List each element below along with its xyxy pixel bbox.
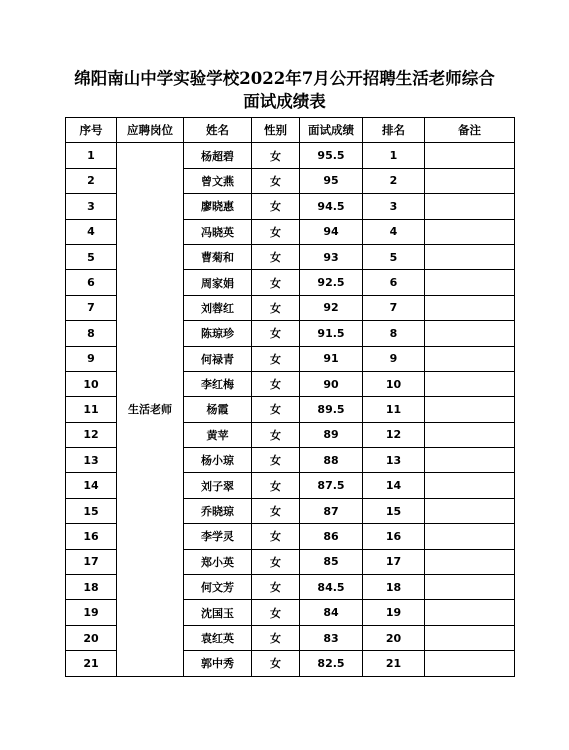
cell-remarks — [425, 346, 515, 371]
cell-rank: 16 — [363, 524, 425, 549]
cell-remarks — [425, 549, 515, 574]
cell-seq: 18 — [66, 575, 117, 600]
cell-gender: 女 — [252, 549, 300, 574]
cell-rank: 3 — [363, 194, 425, 219]
document-title-line2: 面试成绩表 — [243, 92, 326, 111]
cell-name: 曾文燕 — [184, 168, 252, 193]
cell-remarks — [425, 600, 515, 625]
cell-name: 曹菊和 — [184, 244, 252, 269]
cell-score: 87.5 — [300, 473, 363, 498]
cell-gender: 女 — [252, 397, 300, 422]
cell-gender: 女 — [252, 270, 300, 295]
header-name: 姓名 — [184, 118, 252, 143]
cell-name: 何禄青 — [184, 346, 252, 371]
cell-rank: 12 — [363, 422, 425, 447]
cell-seq: 7 — [66, 295, 117, 320]
cell-remarks — [425, 422, 515, 447]
cell-gender: 女 — [252, 575, 300, 600]
cell-score: 91 — [300, 346, 363, 371]
cell-rank: 20 — [363, 625, 425, 650]
cell-score: 87 — [300, 498, 363, 523]
cell-rank: 5 — [363, 244, 425, 269]
table-header-row — [66, 118, 515, 143]
cell-rank: 18 — [363, 575, 425, 600]
cell-gender: 女 — [252, 371, 300, 396]
cell-name: 杨超碧 — [184, 143, 252, 168]
table-body — [66, 143, 515, 676]
cell-gender: 女 — [252, 194, 300, 219]
cell-rank: 15 — [363, 498, 425, 523]
cell-remarks — [425, 651, 515, 676]
cell-score: 90 — [300, 371, 363, 396]
cell-score: 85 — [300, 549, 363, 574]
header-score: 面试成绩 — [300, 118, 363, 143]
cell-name: 陈琼珍 — [184, 321, 252, 346]
cell-rank: 19 — [363, 600, 425, 625]
cell-rank: 6 — [363, 270, 425, 295]
cell-score: 94 — [300, 219, 363, 244]
cell-seq: 15 — [66, 498, 117, 523]
cell-score: 84 — [300, 600, 363, 625]
interview-score-table — [65, 117, 515, 677]
cell-seq: 16 — [66, 524, 117, 549]
cell-gender: 女 — [252, 321, 300, 346]
cell-remarks — [425, 321, 515, 346]
cell-score: 95.5 — [300, 143, 363, 168]
cell-remarks — [425, 448, 515, 473]
cell-remarks — [425, 498, 515, 523]
cell-remarks — [425, 625, 515, 650]
cell-gender: 女 — [252, 498, 300, 523]
cell-name: 郭中秀 — [184, 651, 252, 676]
cell-rank: 7 — [363, 295, 425, 320]
document-title-line1: 绵阳南山中学实验学校2022年7月公开招聘生活老师综合 — [74, 69, 495, 88]
cell-name: 袁红英 — [184, 625, 252, 650]
header-rank: 排名 — [363, 118, 425, 143]
cell-name: 廖晓惠 — [184, 194, 252, 219]
cell-seq: 12 — [66, 422, 117, 447]
cell-seq: 13 — [66, 448, 117, 473]
cell-remarks — [425, 371, 515, 396]
cell-rank: 17 — [363, 549, 425, 574]
header-gender: 性别 — [252, 118, 300, 143]
cell-seq: 5 — [66, 244, 117, 269]
cell-rank: 14 — [363, 473, 425, 498]
cell-name: 乔晓琼 — [184, 498, 252, 523]
cell-name: 李学灵 — [184, 524, 252, 549]
cell-seq: 11 — [66, 397, 117, 422]
cell-rank: 9 — [363, 346, 425, 371]
cell-score: 95 — [300, 168, 363, 193]
cell-score: 92.5 — [300, 270, 363, 295]
cell-seq: 19 — [66, 600, 117, 625]
cell-gender: 女 — [252, 473, 300, 498]
cell-remarks — [425, 270, 515, 295]
cell-seq: 1 — [66, 143, 117, 168]
cell-score: 82.5 — [300, 651, 363, 676]
cell-position: 生活老师 — [117, 143, 184, 676]
cell-name: 郑小英 — [184, 549, 252, 574]
cell-remarks — [425, 143, 515, 168]
table-row — [66, 143, 515, 168]
cell-remarks — [425, 575, 515, 600]
header-remarks: 备注 — [425, 118, 515, 143]
cell-name: 李红梅 — [184, 371, 252, 396]
cell-seq: 21 — [66, 651, 117, 676]
cell-remarks — [425, 524, 515, 549]
header-seq: 序号 — [66, 118, 117, 143]
cell-rank: 21 — [363, 651, 425, 676]
cell-score: 84.5 — [300, 575, 363, 600]
cell-rank: 10 — [363, 371, 425, 396]
cell-seq: 8 — [66, 321, 117, 346]
cell-remarks — [425, 295, 515, 320]
cell-score: 91.5 — [300, 321, 363, 346]
cell-gender: 女 — [252, 143, 300, 168]
cell-remarks — [425, 397, 515, 422]
cell-name: 何文芳 — [184, 575, 252, 600]
cell-seq: 17 — [66, 549, 117, 574]
cell-seq: 2 — [66, 168, 117, 193]
cell-rank: 4 — [363, 219, 425, 244]
cell-rank: 1 — [363, 143, 425, 168]
cell-score: 94.5 — [300, 194, 363, 219]
cell-rank: 2 — [363, 168, 425, 193]
cell-remarks — [425, 168, 515, 193]
cell-seq: 20 — [66, 625, 117, 650]
cell-seq: 3 — [66, 194, 117, 219]
cell-score: 83 — [300, 625, 363, 650]
cell-name: 冯晓英 — [184, 219, 252, 244]
cell-name: 沈国玉 — [184, 600, 252, 625]
cell-gender: 女 — [252, 422, 300, 447]
cell-seq: 6 — [66, 270, 117, 295]
header-position: 应聘岗位 — [117, 118, 184, 143]
cell-score: 89.5 — [300, 397, 363, 422]
cell-remarks — [425, 473, 515, 498]
cell-seq: 14 — [66, 473, 117, 498]
cell-gender: 女 — [252, 600, 300, 625]
cell-name: 周家娟 — [184, 270, 252, 295]
cell-name: 刘子翠 — [184, 473, 252, 498]
cell-score: 93 — [300, 244, 363, 269]
cell-gender: 女 — [252, 295, 300, 320]
cell-rank: 8 — [363, 321, 425, 346]
cell-name: 杨霞 — [184, 397, 252, 422]
cell-score: 86 — [300, 524, 363, 549]
cell-score: 88 — [300, 448, 363, 473]
cell-remarks — [425, 219, 515, 244]
cell-seq: 4 — [66, 219, 117, 244]
cell-name: 刘蓉红 — [184, 295, 252, 320]
cell-remarks — [425, 194, 515, 219]
cell-gender: 女 — [252, 244, 300, 269]
cell-gender: 女 — [252, 651, 300, 676]
cell-rank: 11 — [363, 397, 425, 422]
cell-gender: 女 — [252, 219, 300, 244]
cell-gender: 女 — [252, 448, 300, 473]
cell-gender: 女 — [252, 346, 300, 371]
cell-name: 黄苹 — [184, 422, 252, 447]
cell-gender: 女 — [252, 625, 300, 650]
cell-gender: 女 — [252, 168, 300, 193]
cell-name: 杨小琼 — [184, 448, 252, 473]
cell-score: 92 — [300, 295, 363, 320]
cell-remarks — [425, 244, 515, 269]
cell-seq: 10 — [66, 371, 117, 396]
cell-rank: 13 — [363, 448, 425, 473]
cell-seq: 9 — [66, 346, 117, 371]
cell-gender: 女 — [252, 524, 300, 549]
cell-score: 89 — [300, 422, 363, 447]
